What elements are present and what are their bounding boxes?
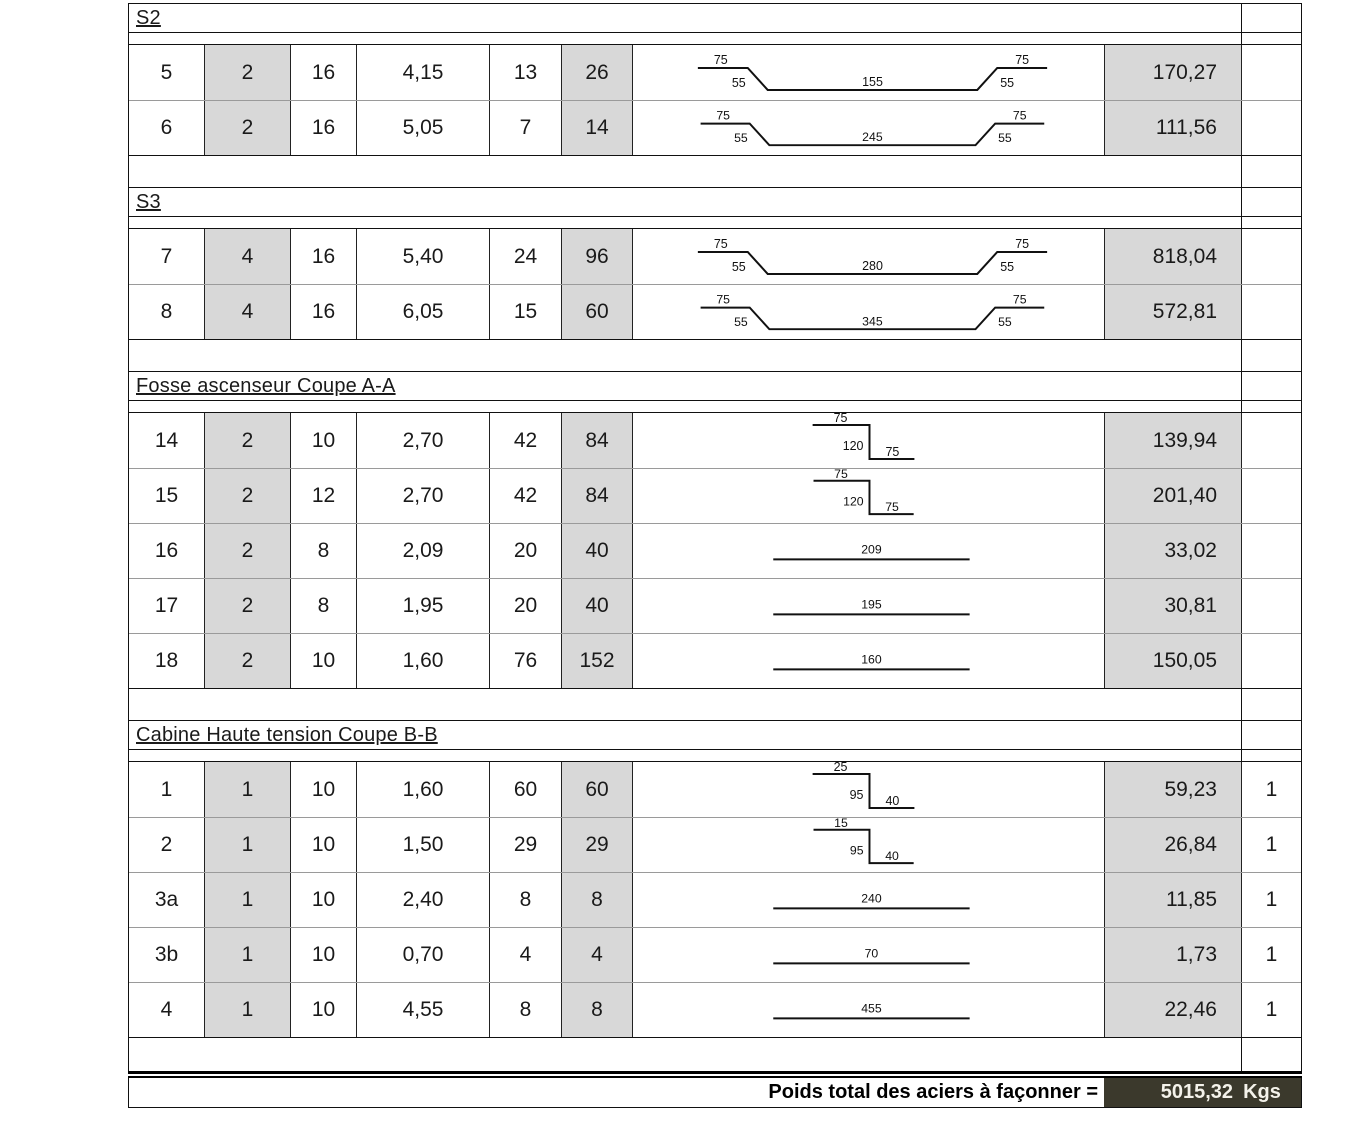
grand-total-value: 5015,32: [1160, 1081, 1233, 1103]
bar-dimension-label: 95: [849, 843, 864, 858]
bar-dimension-label: 55: [1000, 259, 1015, 274]
gap-right-cell: [1241, 689, 1301, 720]
spacer-row: [128, 750, 1302, 762]
cell-weight: 1,73: [1104, 928, 1241, 982]
section-title-cell: [129, 188, 1241, 216]
cell-diameter: 16: [290, 229, 356, 284]
table-row: [129, 872, 1301, 927]
cell-shape-diagram: [632, 524, 1104, 578]
bar-dimension-label: 55: [1000, 75, 1015, 90]
cell-diameter: 10: [290, 873, 356, 927]
cell-bar-mark: 6: [160, 116, 173, 139]
cell-total-count: 60: [561, 285, 632, 339]
cell-total-count: 40: [561, 524, 632, 578]
cell-bar-mark: 4: [160, 998, 173, 1021]
cell-total-count: 14: [561, 101, 632, 155]
cell-bar-count: 15: [489, 285, 561, 339]
cell-note: [1241, 45, 1301, 100]
bar-dimension-label: 55: [734, 131, 748, 146]
section-header: [128, 3, 1302, 33]
cell-diameter: 10: [290, 928, 356, 982]
cell-weight: 33,02: [1104, 524, 1241, 578]
section-rows: [128, 45, 1302, 156]
gap-right-cell: [1241, 340, 1301, 371]
cell-unit-length: 1,60: [356, 762, 489, 817]
bar-dimension-label: 40: [885, 849, 899, 864]
bar-shape-straight-icon: [633, 579, 1104, 633]
bar-dimension-label: 75: [885, 500, 899, 515]
bar-dimension-label: 75: [1015, 237, 1030, 252]
cell-total-count: 8: [561, 873, 632, 927]
cell-weight: 59,23: [1104, 762, 1241, 817]
cell-bar-count: 42: [489, 413, 561, 468]
cell-bar-mark: 16: [154, 539, 179, 562]
bar-shape-zbar-icon: [633, 413, 1104, 468]
spacer-right-cell: [1241, 217, 1301, 228]
bar-dimension-label: 55: [731, 259, 746, 274]
grand-total-unit: Kgs: [1243, 1081, 1281, 1103]
cell-note: [1241, 579, 1301, 633]
rebar-schedule-sheet: [128, 3, 1302, 1108]
cell-shape-diagram: [632, 873, 1104, 927]
cell-quantity: 1: [204, 873, 290, 927]
cell-total-count: 8: [561, 983, 632, 1037]
cell-unit-length: 4,15: [356, 45, 489, 100]
bar-shape-straight-icon: [633, 634, 1104, 688]
bar-dimension-label: 55: [734, 315, 748, 330]
cell-unit-length: 2,40: [356, 873, 489, 927]
cell-note: [1241, 524, 1301, 578]
cell-note: [1241, 285, 1301, 339]
section-title: Cabine Haute tension Coupe B-B: [136, 723, 438, 746]
gap-cell: [129, 1038, 1241, 1071]
bar-dimension-label: 75: [716, 292, 731, 307]
cell-bar-mark: 3b: [154, 943, 179, 966]
cell-total-count: 84: [561, 413, 632, 468]
cell-weight: 170,27: [1104, 45, 1241, 100]
spacer-cell: [129, 33, 1241, 44]
section-header: [128, 720, 1302, 750]
bar-shape-zbar-icon: [633, 818, 1104, 872]
cell-shape-diagram: [632, 413, 1104, 468]
section-header-right-cell: [1241, 372, 1301, 400]
cell-quantity: 2: [204, 524, 290, 578]
section-header: [128, 371, 1302, 401]
cell-quantity: 1: [204, 983, 290, 1037]
cell-bar-mark: 3a: [154, 888, 179, 911]
cell-bar-mark: 18: [154, 649, 179, 672]
cell-total-count: 4: [561, 928, 632, 982]
spacer-right-cell: [1241, 33, 1301, 44]
cell-unit-length: 4,55: [356, 983, 489, 1037]
cell-note: [1241, 229, 1301, 284]
cell-weight: 30,81: [1104, 579, 1241, 633]
cell-note: [1241, 413, 1301, 468]
section-title: Fosse ascenseur Coupe A-A: [136, 374, 396, 397]
section-title-cell: [129, 4, 1241, 32]
cell-shape-diagram: [632, 762, 1104, 817]
cell-weight: 11,85: [1104, 873, 1241, 927]
cell-weight: 111,56: [1104, 101, 1241, 155]
grand-total-box: [1104, 1078, 1301, 1107]
grand-total-row: [128, 1078, 1302, 1108]
cell-total-count: 40: [561, 579, 632, 633]
cell-diameter: 8: [290, 579, 356, 633]
cell-quantity: 2: [204, 579, 290, 633]
table-row: [129, 762, 1301, 817]
bar-dimension-label: 455: [861, 1001, 882, 1016]
section-title: S3: [136, 190, 161, 213]
cell-note: [1241, 101, 1301, 155]
bar-dimension-label: 75: [834, 469, 848, 481]
gap-right-cell: [1241, 1038, 1301, 1071]
cell-bar-count: 8: [489, 873, 561, 927]
cell-weight: 572,81: [1104, 285, 1241, 339]
bar-dimension-label: 209: [861, 542, 882, 557]
section-title: S2: [136, 6, 161, 29]
cell-bar-mark: 7: [160, 244, 173, 268]
bar-dimension-label: 195: [861, 597, 882, 612]
bar-shape-trapezoid-icon: [633, 101, 1104, 155]
bar-dimension-label: 75: [1015, 53, 1030, 68]
spacer-row: [128, 401, 1302, 413]
grand-total-label: Poids total des aciers à façonner =: [768, 1081, 1098, 1103]
table-row: [129, 817, 1301, 872]
bar-dimension-label: 55: [731, 75, 746, 90]
gap-row: [128, 689, 1302, 720]
spacer-right-cell: [1241, 401, 1301, 412]
bar-shape-straight-icon: [633, 983, 1104, 1037]
table-row: [129, 927, 1301, 982]
table-row: [129, 578, 1301, 633]
cell-bar-count: 60: [489, 762, 561, 817]
cell-weight: 139,94: [1104, 413, 1241, 468]
cell-shape-diagram: [632, 469, 1104, 523]
cell-shape-diagram: [632, 579, 1104, 633]
bar-dimension-label: 25: [833, 762, 848, 775]
cell-unit-length: 5,40: [356, 229, 489, 284]
cell-weight: 26,84: [1104, 818, 1241, 872]
spacer-cell: [129, 217, 1241, 228]
section-header-right-cell: [1241, 188, 1301, 216]
cell-bar-mark: 15: [154, 484, 179, 507]
cell-weight: 818,04: [1104, 229, 1241, 284]
cell-bar-count: 7: [489, 101, 561, 155]
cell-total-count: 152: [561, 634, 632, 688]
cell-bar-count: 4: [489, 928, 561, 982]
table-row: [129, 100, 1301, 155]
table-row: [129, 284, 1301, 339]
section-s2: [128, 3, 1302, 187]
bar-dimension-label: 160: [861, 652, 882, 667]
cell-quantity: 4: [204, 285, 290, 339]
cell-bar-count: 42: [489, 469, 561, 523]
cell-total-count: 29: [561, 818, 632, 872]
section-s3: [128, 187, 1302, 371]
section-header: [128, 187, 1302, 217]
cell-bar-mark: 17: [154, 594, 179, 617]
cell-bar-count: 20: [489, 579, 561, 633]
bar-shape-straight-icon: [633, 873, 1104, 927]
cell-shape-diagram: [632, 818, 1104, 872]
cell-bar-count: 20: [489, 524, 561, 578]
spacer-row: [128, 33, 1302, 45]
bar-dimension-label: 75: [713, 237, 728, 252]
cell-shape-diagram: [632, 45, 1104, 100]
bar-dimension-label: 345: [862, 314, 883, 329]
cell-shape-diagram: [632, 101, 1104, 155]
bar-dimension-label: 120: [843, 494, 864, 509]
cell-unit-length: 6,05: [356, 285, 489, 339]
cell-bar-count: 8: [489, 983, 561, 1037]
cell-bar-mark: 1: [160, 777, 173, 801]
cell-weight: 150,05: [1104, 634, 1241, 688]
cell-unit-length: 1,50: [356, 818, 489, 872]
table-row: [129, 413, 1301, 468]
cell-weight: 201,40: [1104, 469, 1241, 523]
cell-shape-diagram: [632, 983, 1104, 1037]
cell-diameter: 10: [290, 818, 356, 872]
cell-unit-length: 1,95: [356, 579, 489, 633]
bar-dimension-label: 240: [861, 891, 882, 906]
section-rows: [128, 413, 1302, 689]
gap-cell: [129, 689, 1241, 720]
cell-diameter: 12: [290, 469, 356, 523]
cell-bar-count: 76: [489, 634, 561, 688]
cell-bar-mark: 5: [160, 60, 173, 84]
gap-row: [128, 156, 1302, 187]
total-separator-rule: [128, 1071, 1302, 1078]
cell-diameter: 10: [290, 762, 356, 817]
cell-diameter: 16: [290, 285, 356, 339]
bar-dimension-label: 15: [834, 818, 848, 830]
cell-note: 1: [1241, 762, 1301, 817]
cell-unit-length: 0,70: [356, 928, 489, 982]
cell-note: 1: [1241, 983, 1301, 1037]
bar-dimension-label: 70: [864, 946, 879, 961]
cell-total-count: 84: [561, 469, 632, 523]
table-row: [129, 229, 1301, 284]
cell-bar-mark: 2: [160, 833, 173, 856]
section-title-cell: [129, 372, 1241, 400]
cell-note: 1: [1241, 873, 1301, 927]
bar-shape-straight-icon: [633, 524, 1104, 578]
cell-unit-length: 2,70: [356, 413, 489, 468]
section-header-right-cell: [1241, 4, 1301, 32]
cell-quantity: 2: [204, 469, 290, 523]
table-row: [129, 982, 1301, 1037]
cell-shape-diagram: [632, 285, 1104, 339]
cell-quantity: 2: [204, 413, 290, 468]
cell-unit-length: 5,05: [356, 101, 489, 155]
cell-unit-length: 1,60: [356, 634, 489, 688]
cell-note: 1: [1241, 928, 1301, 982]
gap-row: [128, 1038, 1302, 1071]
section-title-cell: [129, 721, 1241, 749]
bar-dimension-label: 280: [862, 258, 883, 273]
gap-row: [128, 340, 1302, 371]
bar-shape-zbar-icon: [633, 762, 1104, 817]
cell-diameter: 16: [290, 45, 356, 100]
bar-shape-straight-icon: [633, 928, 1104, 982]
cell-quantity: 1: [204, 762, 290, 817]
gap-right-cell: [1241, 156, 1301, 187]
cell-note: [1241, 469, 1301, 523]
bar-dimension-label: 75: [713, 53, 728, 68]
section-rows: [128, 229, 1302, 340]
cell-diameter: 10: [290, 634, 356, 688]
bar-dimension-label: 40: [885, 793, 900, 808]
bar-shape-zbar-icon: [633, 469, 1104, 523]
bar-dimension-label: 75: [1012, 108, 1027, 123]
cell-bar-count: 13: [489, 45, 561, 100]
bar-dimension-label: 245: [862, 130, 883, 145]
bar-shape-trapezoid-icon: [633, 285, 1104, 339]
cell-bar-mark: 14: [154, 428, 179, 452]
cell-shape-diagram: [632, 634, 1104, 688]
cell-quantity: 2: [204, 634, 290, 688]
cell-total-count: 60: [561, 762, 632, 817]
sections-container: [128, 3, 1302, 1071]
bar-dimension-label: 75: [716, 108, 731, 123]
table-row: [129, 523, 1301, 578]
cell-unit-length: 2,70: [356, 469, 489, 523]
cell-total-count: 26: [561, 45, 632, 100]
section-header-right-cell: [1241, 721, 1301, 749]
cell-weight: 22,46: [1104, 983, 1241, 1037]
cell-total-count: 96: [561, 229, 632, 284]
bar-shape-trapezoid-icon: [633, 45, 1104, 100]
gap-cell: [129, 156, 1241, 187]
cell-unit-length: 2,09: [356, 524, 489, 578]
table-row: [129, 45, 1301, 100]
cell-quantity: 4: [204, 229, 290, 284]
cell-diameter: 10: [290, 983, 356, 1037]
cell-quantity: 2: [204, 45, 290, 100]
cell-diameter: 8: [290, 524, 356, 578]
cell-note: 1: [1241, 818, 1301, 872]
section-cabine-haute-tension-coupe-b-b: [128, 720, 1302, 1071]
cell-shape-diagram: [632, 229, 1104, 284]
bar-dimension-label: 75: [1012, 292, 1027, 307]
bar-dimension-label: 75: [833, 413, 848, 426]
section-fosse-ascenseur-coupe-a-a: [128, 371, 1302, 720]
spacer-cell: [129, 401, 1241, 412]
bar-dimension-label: 55: [998, 315, 1012, 330]
cell-shape-diagram: [632, 928, 1104, 982]
gap-cell: [129, 340, 1241, 371]
cell-bar-count: 29: [489, 818, 561, 872]
bar-dimension-label: 55: [998, 131, 1012, 146]
bar-dimension-label: 95: [849, 787, 864, 802]
cell-quantity: 1: [204, 818, 290, 872]
cell-diameter: 16: [290, 101, 356, 155]
spacer-right-cell: [1241, 750, 1301, 761]
spacer-cell: [129, 750, 1241, 761]
table-row: [129, 633, 1301, 688]
cell-bar-mark: 8: [160, 300, 173, 323]
bar-shape-trapezoid-icon: [633, 229, 1104, 284]
cell-bar-count: 24: [489, 229, 561, 284]
cell-quantity: 1: [204, 928, 290, 982]
bar-dimension-label: 120: [842, 438, 864, 453]
section-rows: [128, 762, 1302, 1038]
bar-dimension-label: 155: [862, 74, 883, 89]
bar-dimension-label: 75: [885, 444, 900, 459]
cell-diameter: 10: [290, 413, 356, 468]
spacer-row: [128, 217, 1302, 229]
cell-note: [1241, 634, 1301, 688]
cell-quantity: 2: [204, 101, 290, 155]
table-row: [129, 468, 1301, 523]
